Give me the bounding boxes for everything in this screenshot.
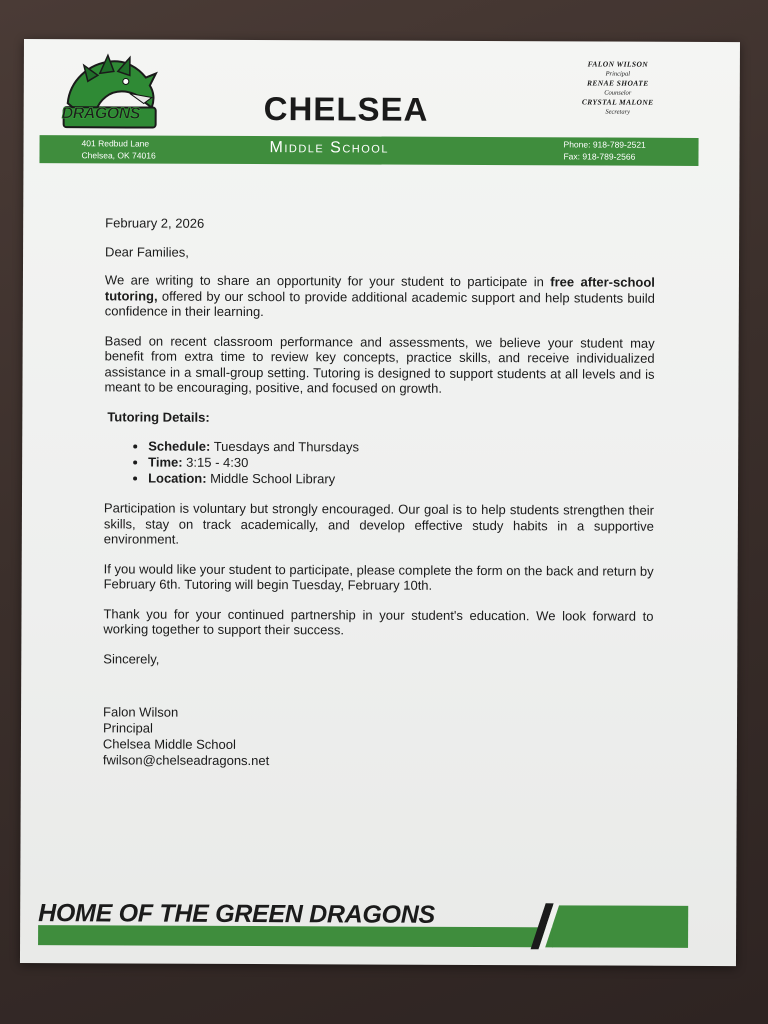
logo-wordmark: DRAGONS	[61, 105, 140, 123]
signer-email: fwilson@chelseadragons.net	[102, 752, 270, 769]
details-label: Location:	[148, 470, 207, 486]
footer-block	[552, 905, 688, 948]
footer-slogan: HOME OF THE GREEN DRAGONS	[38, 899, 435, 929]
details-item	[148, 471, 654, 489]
staff-role: Counselor	[604, 89, 632, 97]
address-line: Chelsea, OK 74016	[81, 150, 156, 161]
school-name: CHELSEA	[263, 90, 429, 128]
letter-closing: Sincerely,	[103, 650, 160, 667]
staff-name: RENAE SHOATE	[586, 78, 649, 88]
paragraph-reason: Based on recent classroom performance and assessments, we believe your student may benefit from extra time to review key concepts, practice skills, and receive individualized assistance in a small-group setting. Tutoring is designed to support students at all levels and is meant to be encouraging, positive, and focused on growth.	[104, 332, 655, 396]
address-line: 401 Redbud Lane	[81, 138, 150, 149]
paragraph-instructions: If you would like your student to participate, please complete the form on the back and return by February 6th. Tutoring will begin Tuesday, February 10th.	[103, 560, 654, 593]
details-list	[104, 438, 654, 488]
signer-name: Falon Wilson	[103, 704, 179, 720]
paragraph-participation: Participation is voluntary but strongly encouraged. Our goal is to help students strengthen their skills, stay on track academically, and develop effective study habits in a supportive environment.	[103, 500, 654, 547]
letterhead-band	[39, 135, 698, 166]
signer-school: Chelsea Middle School	[102, 736, 236, 752]
letter-date: February 2, 2026	[105, 215, 205, 231]
staff-name: CRYSTAL MALONE	[581, 97, 654, 107]
staff-role: Secretary	[605, 108, 631, 116]
letter-body	[103, 215, 655, 770]
details-value: Tuesdays and Thursdays	[210, 438, 360, 455]
fax-number: Fax: 918-789-2566	[563, 151, 636, 162]
staff-name: FALON WILSON	[587, 59, 649, 69]
band-title: Middle School	[269, 139, 390, 157]
text-emphasis: free after-school tutoring,	[104, 274, 655, 304]
phone-number: Phone: 918-789-2521	[563, 139, 646, 150]
signature-block	[103, 704, 653, 770]
school-contact	[563, 138, 645, 162]
paragraph-thanks: Thank you for your continued partnership in your student's education. We look forward to working together to support their success.	[103, 605, 654, 638]
text-segment: We are writing to share an opportunity for your student to participate in	[104, 272, 551, 290]
text-segment: offered by our school to provide additional academic support and help students build confidence in their learning.	[104, 288, 655, 320]
paragraph-intro	[105, 272, 655, 321]
letter-greeting: Dear Families,	[105, 243, 189, 260]
letter-page	[20, 39, 740, 966]
details-value: 3:15 - 4:30	[182, 454, 249, 470]
details-heading: Tutoring Details:	[107, 408, 210, 425]
details-value: Middle School Library	[206, 470, 336, 487]
school-address	[81, 137, 155, 161]
signer-title: Principal	[102, 720, 153, 736]
details-label: Time:	[148, 454, 183, 470]
staff-list	[558, 59, 678, 117]
details-label: Schedule:	[148, 438, 211, 454]
staff-role: Principal	[605, 70, 631, 78]
